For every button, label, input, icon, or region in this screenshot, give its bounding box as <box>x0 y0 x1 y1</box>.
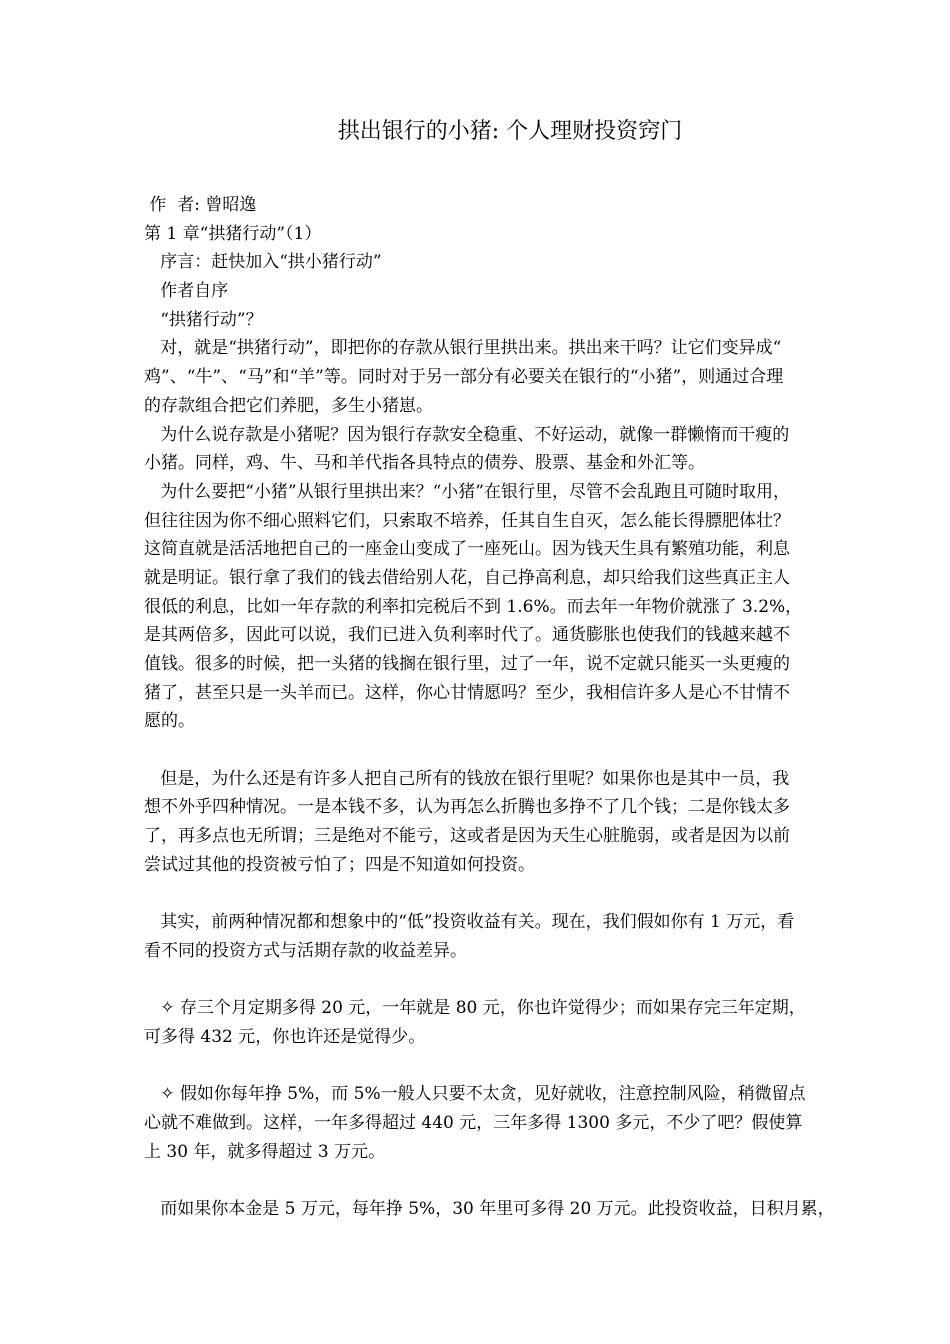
text-line: 为什么说存款是小猪呢？因为银行存款安全稳重、不好运动，就像一群懒惰而干瘦的 <box>144 424 790 445</box>
text-line: 尝试过其他的投资被亏怕了；四是不知道如何投资。 <box>144 854 535 875</box>
text-line: 这简直就是活活地把自己的一座金山变成了一座死山。因为钱天生具有繁殖功能，利息 <box>144 539 790 560</box>
text-line: 的存款组合把它们养肥，多生小猪崽。 <box>144 395 433 416</box>
paragraph-gap <box>144 880 889 909</box>
text-line: 想不外乎四种情况。一是本钱不多，认为再怎么折腾也多挣不了几个钱；二是你钱太多 <box>144 797 790 818</box>
text-line: 鸡”、“牛”、“马”和“羊”等。同时对于另一部分有必要关在银行的“小猪”，则通过合理 <box>144 367 784 388</box>
text-line: 作者自序 <box>144 281 229 302</box>
text-line: 值钱。很多的时候，把一头猪的钱搁在银行里，过了一年，说不定就只能买一头更瘦的 <box>144 654 790 674</box>
text-line: “拱猪行动”？ <box>144 309 263 330</box>
text-line: 但是，为什么还是有许多人把自己所有的钱放在银行里呢？如果你也是其中一员，我 <box>144 768 790 789</box>
text-line: 而如果你本金是 5 万元，每年挣 5%，30 年里可多得 20 万元。此投资收益，日积月累， <box>144 1199 835 1220</box>
text-line: 愿的。 <box>144 711 195 732</box>
document-title: 拱出银行的小猪: 个人理财投资窍门 <box>337 119 683 144</box>
text-line: 其实，前两种情况都和想象中的“低”投资收益有关。现在，我们假如你有 1 万元，看 <box>144 912 795 933</box>
text-line: 是其两倍多，因此可以说，我们已进入负利率时代了。通货膨胀也使我们的钱越来越不 <box>144 625 790 646</box>
text-line: 小猪。同样，鸡、牛、马和羊代指各具特点的债券、股票、基金和外汇等。 <box>144 453 705 474</box>
text-line: 猪了，甚至只是一头羊而已。这样，你心甘情愿吗？至少，我相信许多人是心不甘情不 <box>144 682 790 703</box>
text-line: 可多得 432 元，你也许还是觉得少。 <box>144 1026 426 1047</box>
paragraph-gap <box>144 1166 889 1195</box>
text-line: ✧ 假如你每年挣 5%，而 5%一般人只要不太贪，见好就收，注意控制风险，稍微留点 <box>144 1084 806 1105</box>
text-line: 作 者: 曾昭逸 <box>144 195 257 215</box>
text-line: 就是明证。银行拿了我们的钱去借给别人花，自己挣高利息，却只给我们这些真正主人 <box>144 567 790 588</box>
text-line: 第 1 章“拱猪行动”（1） <box>144 223 322 244</box>
text-line: 很低的利息，比如一年存款的利率扣完税后不到 1.6%。而去年一年物价就涨了 3.2%， <box>144 596 803 617</box>
text-line: 心就不难做到。这样，一年多得超过 440 元，三年多得 1300 多元，不少了吧？假使算 <box>144 1113 803 1133</box>
paragraph-gap <box>144 966 889 995</box>
text-line: 但往往因为你不细心照料它们，只索取不培养，任其自生自灭，怎么能长得膘肥体壮？ <box>144 510 790 531</box>
text-line: 序言：赶快加入“拱小猪行动” <box>144 252 382 273</box>
text-line: 看不同的投资方式与活期存款的收益差异。 <box>144 940 467 961</box>
text-line: 对，就是“拱猪行动”，即把你的存款从银行里拱出来。拱出来干吗？让它们变异成“ <box>144 338 782 359</box>
document-body <box>144 191 889 1224</box>
paragraph-gap <box>144 1052 889 1081</box>
text-line: 为什么要把“小猪”从银行里拱出来？“小猪”在银行里，尽管不会乱跑且可随时取用， <box>144 481 790 502</box>
text-line: 了，再多点也无所谓；三是绝对不能亏，这或者是因为天生心脏脆弱，或者是因为以前 <box>144 826 790 847</box>
text-line: ✧ 存三个月定期多得 20 元，一年就是 80 元，你也许觉得少；而如果存完三年定期， <box>144 998 806 1019</box>
text-line: 上 30 年，就多得超过 3 万元。 <box>144 1141 386 1162</box>
paragraph-gap <box>144 736 889 765</box>
